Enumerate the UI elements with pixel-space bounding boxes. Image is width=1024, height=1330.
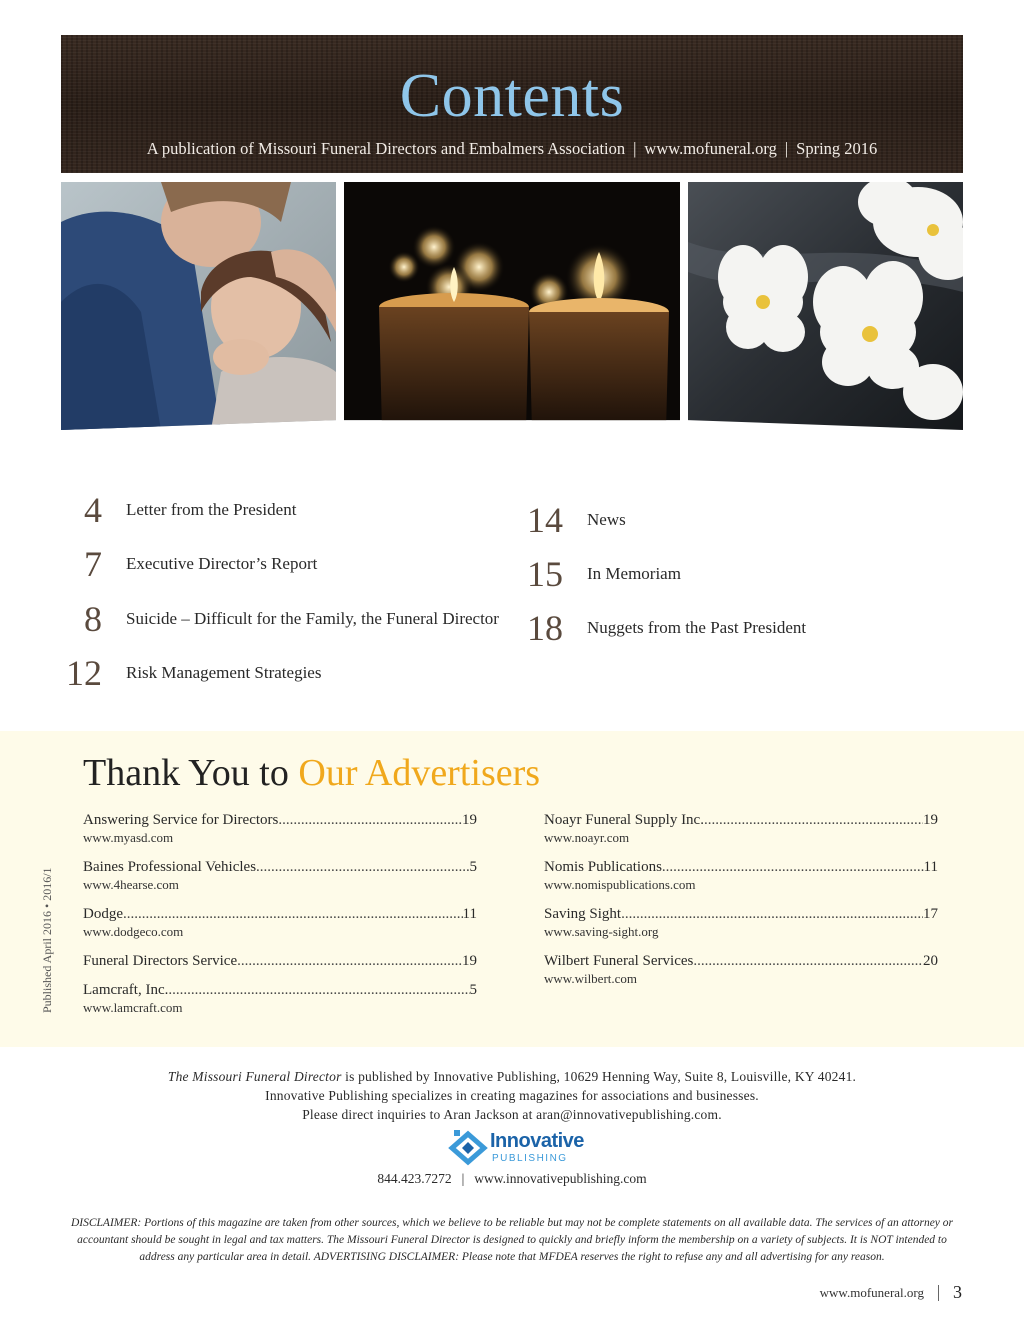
advertiser-url[interactable]: www.lamcraft.com: [83, 1000, 183, 1015]
page-footer: [820, 1282, 962, 1303]
advertiser-page: 19: [462, 953, 477, 969]
toc-item[interactable]: [60, 544, 510, 584]
toc-title: Executive Director’s Report: [126, 554, 318, 573]
toc-item[interactable]: [521, 554, 921, 594]
page-number: 3: [953, 1282, 962, 1302]
leader-dots: [123, 905, 463, 923]
advertiser-entry[interactable]: [83, 952, 477, 970]
leader-dots: [704, 811, 923, 829]
advertiser-page: 17: [923, 906, 938, 922]
issue-date: Spring 2016: [796, 139, 878, 158]
leader-dots: [168, 981, 469, 999]
publisher-contact: [0, 1171, 1024, 1187]
publisher-line-3[interactable]: Please direct inquiries to Aran Jackson at aran@innovativepublishing.com.: [302, 1107, 722, 1122]
advertisers-heading: [83, 751, 540, 795]
advertiser-name: Lamcraft, Inc.: [83, 982, 169, 998]
separator: |: [461, 1171, 465, 1186]
advertiser-name: Wilbert Funeral Services: [544, 953, 694, 969]
toc-page-number: 7: [84, 544, 102, 584]
advertiser-entry[interactable]: [83, 981, 477, 1016]
toc-item[interactable]: [521, 500, 921, 540]
footer-divider: [938, 1285, 939, 1301]
leader-dots: [693, 952, 923, 970]
publication-line: [61, 139, 963, 159]
toc-item[interactable]: [60, 599, 510, 639]
contents-banner: [61, 35, 963, 173]
toc-title: News: [587, 510, 626, 529]
leader-dots: [278, 811, 462, 829]
advertiser-url[interactable]: www.noayr.com: [544, 830, 630, 845]
advertiser-name: Noayr Funeral Supply Inc.: [544, 812, 704, 828]
publisher-phone: 844.423.7272: [377, 1171, 452, 1186]
advertisers-heading-accent: Our Advertisers: [298, 752, 541, 794]
advertiser-url[interactable]: www.saving-sight.org: [544, 924, 659, 939]
publisher-line-2: Innovative Publishing specializes in creating magazines for associations and businesses.: [265, 1088, 759, 1103]
advertiser-name: Nomis Publications: [544, 859, 662, 875]
advertiser-entry[interactable]: [544, 905, 938, 940]
banner-website: www.mofuneral.org: [644, 139, 777, 158]
toc-page-number: 4: [84, 490, 102, 530]
advertisers-heading-plain: Thank You to: [83, 752, 289, 794]
separator: |: [633, 139, 637, 158]
advertiser-entry[interactable]: [544, 811, 938, 846]
separator: |: [784, 139, 789, 158]
advertiser-page: 19: [923, 812, 938, 828]
toc-title: In Memoriam: [587, 564, 681, 583]
advertiser-name: Funeral Directors Service: [83, 953, 238, 969]
advertiser-page: 11: [462, 906, 477, 922]
advertiser-page: 19: [462, 812, 477, 828]
footer-website[interactable]: www.mofuneral.org: [819, 1284, 924, 1300]
toc-page-number: 15: [527, 554, 563, 594]
advertiser-entry[interactable]: [83, 905, 477, 940]
advertisers-panel: [0, 731, 1024, 1047]
toc-title: Suicide – Difficult for the Family, the Funeral Director: [126, 609, 499, 628]
toc-title: Risk Management Strategies: [126, 663, 322, 682]
advertiser-entry[interactable]: [544, 858, 938, 893]
toc-page-number: 14: [527, 500, 563, 540]
toc-item[interactable]: [60, 490, 510, 530]
advertiser-page: 5: [469, 859, 477, 875]
advertiser-url[interactable]: www.myasd.com: [83, 830, 174, 845]
leader-dots: [256, 858, 469, 876]
toc-page-number: 18: [527, 608, 563, 648]
candles-photo: [344, 182, 680, 430]
toc-item[interactable]: [521, 608, 921, 648]
advertiser-entry[interactable]: [83, 858, 477, 893]
publication-name: A publication of Missouri Funeral Directors and Embalmers Association: [146, 139, 626, 158]
toc-item[interactable]: [60, 653, 510, 693]
publisher-info: [0, 1067, 1024, 1124]
published-date-note: Published April 2016 • 2016/1: [40, 867, 54, 1013]
innovative-publishing-logo[interactable]: [446, 1130, 584, 1166]
advertiser-name: Saving Sight: [544, 906, 622, 922]
advertiser-url[interactable]: www.dodgeco.com: [83, 924, 184, 939]
toc-title: Nuggets from the Past President: [587, 618, 807, 637]
advertiser-name: Dodge: [83, 906, 123, 922]
advertiser-name: Answering Service for Directors: [83, 812, 279, 828]
advertiser-entry[interactable]: [544, 952, 938, 987]
innovative-logo-icon: [448, 1130, 488, 1166]
advertiser-page: 11: [923, 859, 938, 875]
publication-title: The Missouri Funeral Director: [167, 1069, 342, 1084]
leader-dots: [621, 905, 923, 923]
advertiser-url[interactable]: www.4hearse.com: [83, 877, 179, 892]
toc-title: Letter from the President: [126, 500, 297, 519]
advertiser-url[interactable]: www.wilbert.com: [544, 971, 638, 986]
disclaimer-text: DISCLAIMER: Portions of this magazine are taken from other sources, which we believe to be reliable but may not be complete statements on all available data. The services of an attorney or accountant should be sought in legal and tax matters. The Missouri Funeral Director is designed to quickly and briefly inform the membership on a variety of subjects. It is NOT intended to address any particular area in detail. ADVERTISING DISCLAIMER: Please note that MFDEA reserves the right to refuse any and all advertising for any reason.: [70, 1217, 954, 1263]
advertiser-name: Baines Professional Vehicles: [83, 859, 257, 875]
advertiser-page: 20: [923, 953, 938, 969]
leader-dots: [662, 858, 924, 876]
logo-wordmark: Innovative: [490, 1130, 584, 1152]
toc-page-number: 8: [84, 599, 102, 639]
advertiser-url[interactable]: www.nomispublications.com: [544, 877, 696, 892]
toc-page-number: 12: [66, 653, 102, 693]
leader-dots: [237, 952, 462, 970]
white-orchids-photo: [688, 182, 963, 430]
publisher-website[interactable]: www.innovativepublishing.com: [474, 1171, 647, 1186]
couple-embrace-photo: [61, 182, 336, 430]
page-title: Contents: [399, 62, 625, 130]
advertiser-page: 5: [469, 982, 477, 998]
logo-subtitle: PUBLISHING: [492, 1153, 568, 1164]
advertiser-entry[interactable]: [83, 811, 477, 846]
publisher-line-1: is published by Innovative Publishing, 10629 Henning Way, Suite 8, Louisville, KY 40241.: [341, 1069, 857, 1084]
